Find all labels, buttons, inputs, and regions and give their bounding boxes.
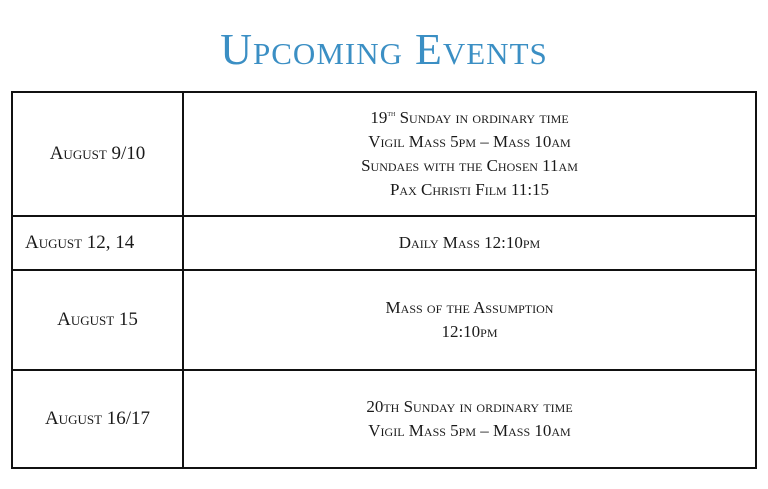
ordinal-number: 19 xyxy=(370,108,388,127)
event-line: Vigil Mass 5pm – Mass 10am xyxy=(368,421,571,440)
event-line: 20th Sunday in ordinary time xyxy=(366,397,573,416)
event-details xyxy=(183,216,756,270)
table-row xyxy=(12,216,756,270)
event-line: 12:10pm xyxy=(441,322,498,341)
event-line-text: Sunday in ordinary time xyxy=(395,108,569,127)
event-details xyxy=(183,270,756,370)
event-line: Mass of the Assumption xyxy=(385,298,554,317)
events-table xyxy=(11,91,757,469)
ordinal-suffix: th xyxy=(387,108,396,118)
event-date: August 12, 14 xyxy=(12,216,183,270)
table-row xyxy=(12,270,756,370)
table-row xyxy=(12,92,756,216)
page-title: Upcoming Events xyxy=(220,25,548,74)
event-date: August 16/17 xyxy=(12,370,183,468)
event-details xyxy=(183,370,756,468)
event-line: Vigil Mass 5pm – Mass 10am xyxy=(368,132,571,151)
event-date: August 15 xyxy=(12,270,183,370)
event-line: Daily Mass 12:10pm xyxy=(398,233,541,252)
event-line: Sundaes with the Chosen 11am xyxy=(361,156,578,175)
event-details xyxy=(183,92,756,216)
event-line: Pax Christi Film 11:15 xyxy=(389,180,550,199)
event-line xyxy=(184,106,755,130)
event-date: August 9/10 xyxy=(12,92,183,216)
table-row xyxy=(12,370,756,468)
